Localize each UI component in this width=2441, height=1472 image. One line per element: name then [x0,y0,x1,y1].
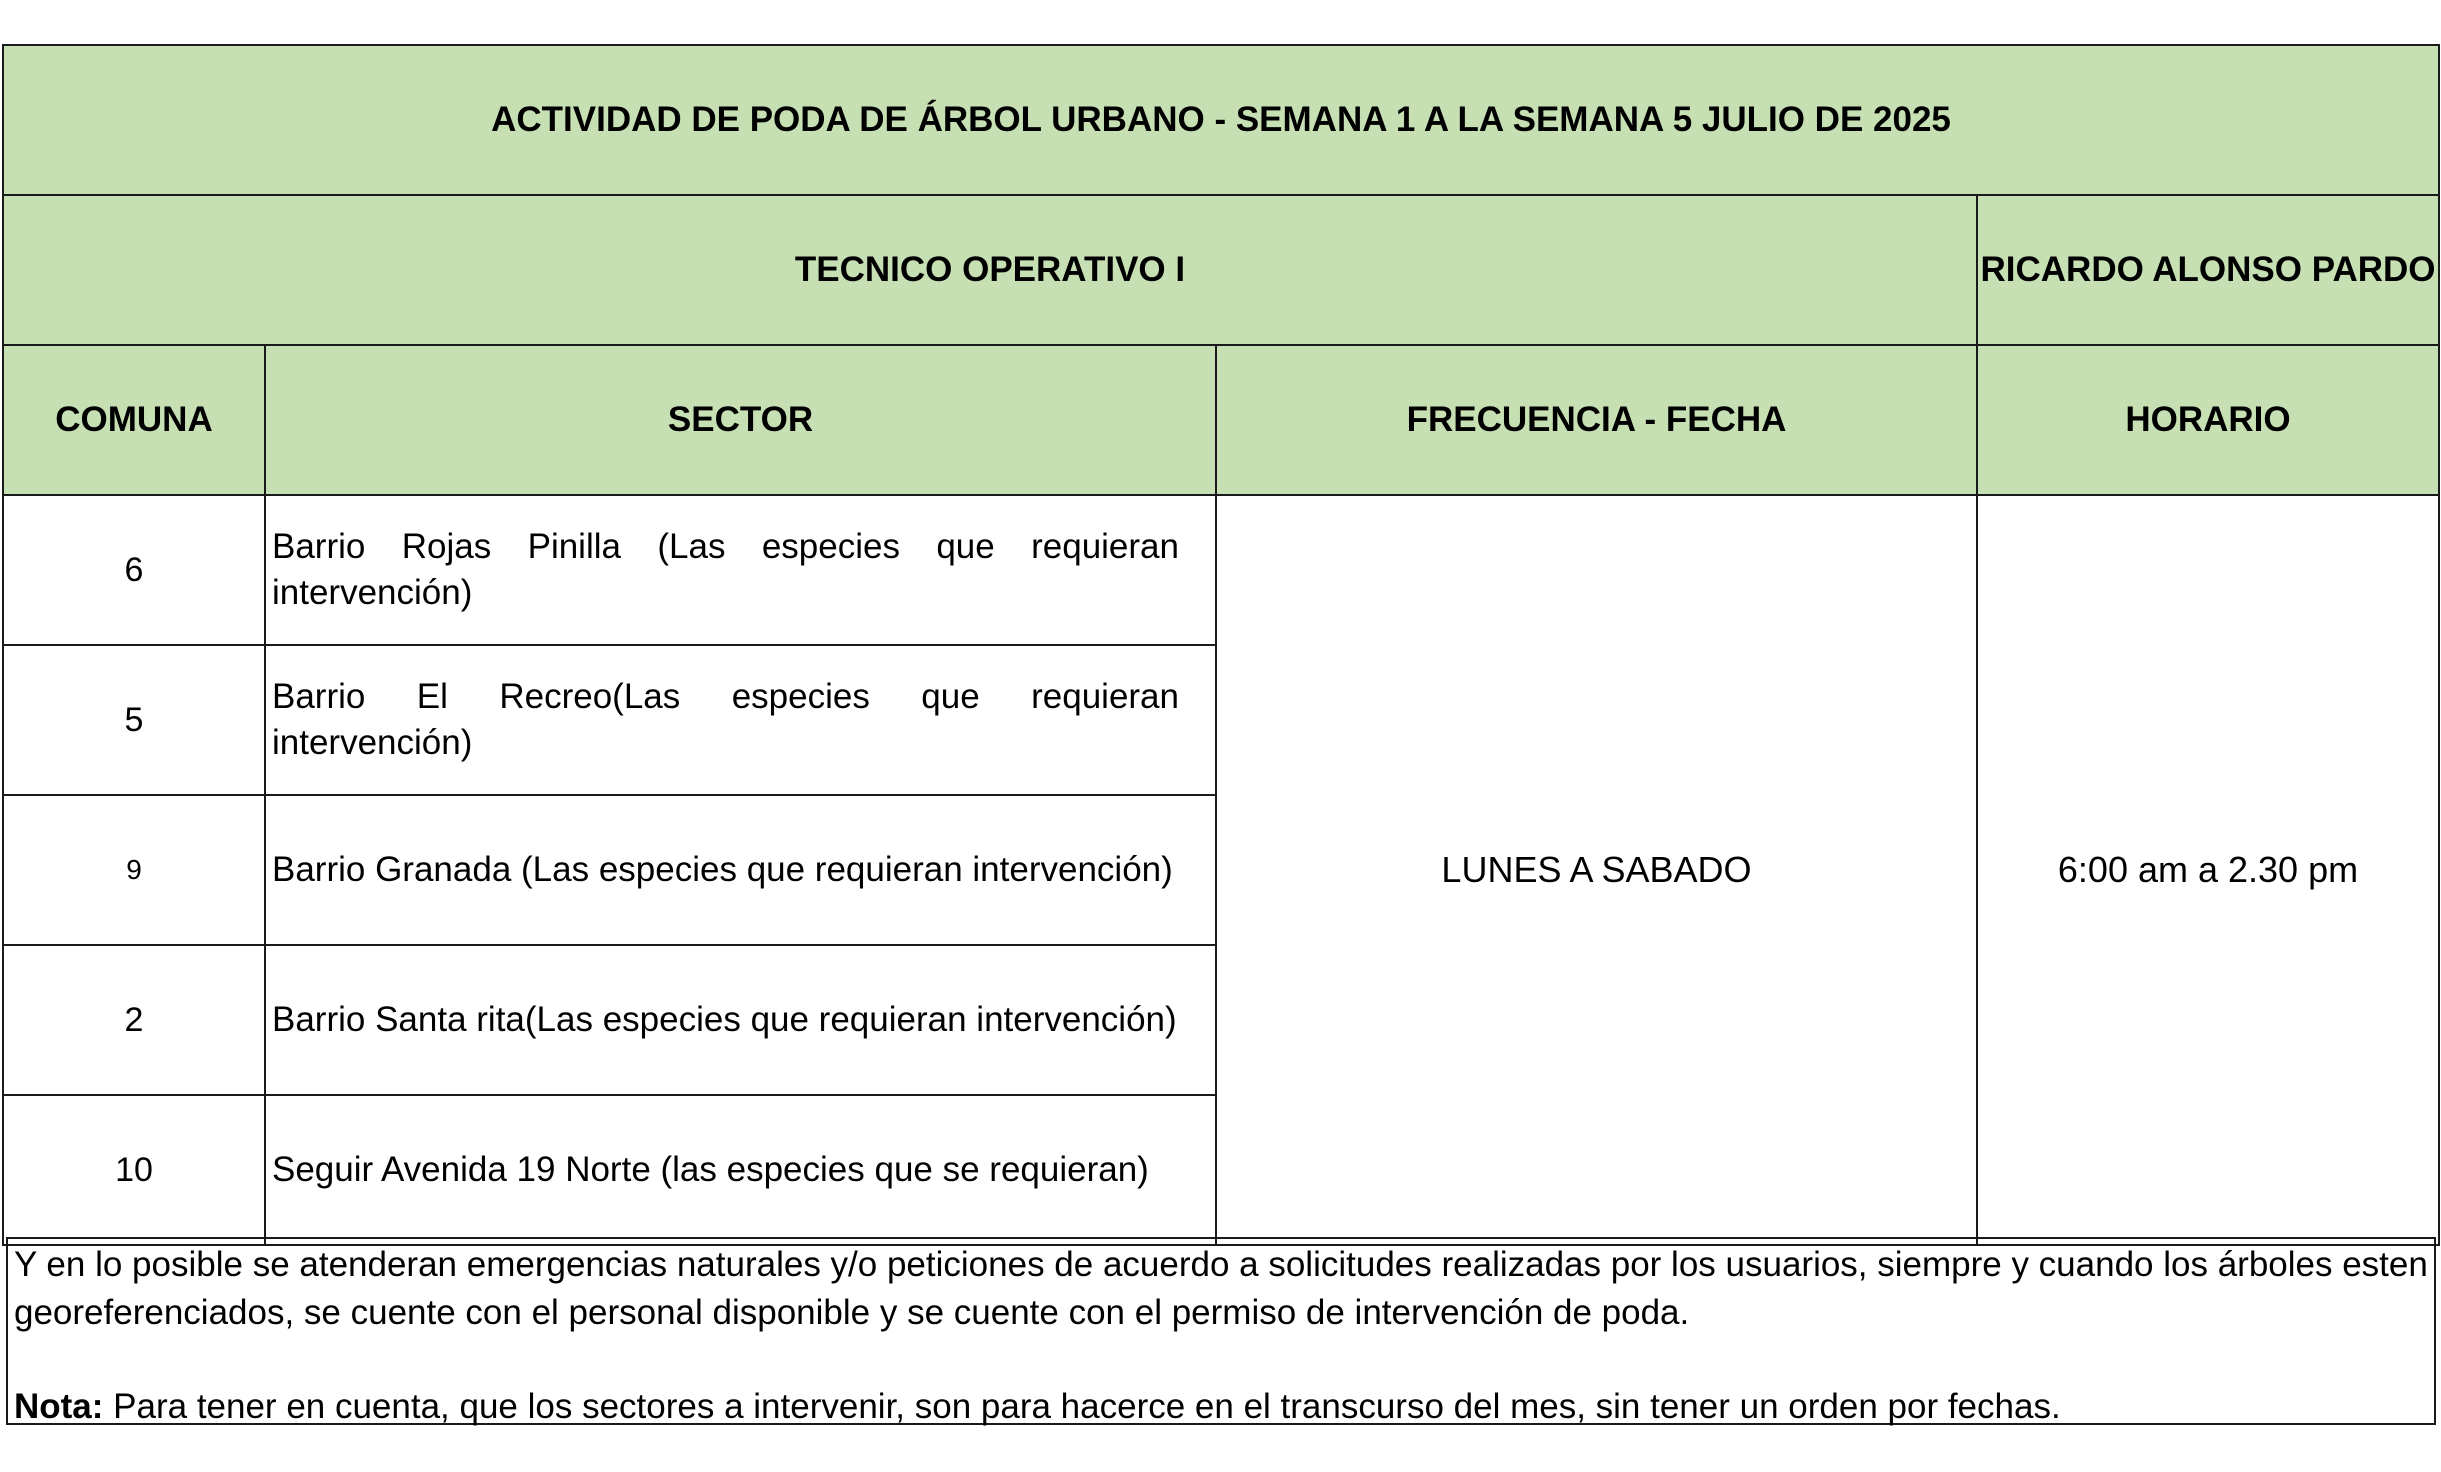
frecuencia-cell: LUNES A SABADO [1216,495,1977,1245]
schedule-table [2,44,2440,1246]
comuna-cell: 6 [3,495,265,645]
sector-cell: Barrio Rojas Pinilla (Las especies que requieran intervención) [265,495,1216,645]
header-horario: HORARIO [1977,345,2439,495]
header-frecuencia: FRECUENCIA - FECHA [1216,345,1977,495]
note-paragraph: Y en lo posible se atenderan emergencias naturales y/o peticiones de acuerdo a solicitudes realizadas por los usuarios, siempre y cuando los árboles esten georeferenciados, se cuente con el personal disponible y se cuente con el permiso de intervención de poda. [14,1245,2428,1332]
comuna-cell: 10 [3,1095,265,1245]
sector-cell: Barrio Santa rita(Las especies que requieran intervención) [265,945,1216,1095]
nota-text: Para tener en cuenta, que los sectores a intervenir, son para hacerce en el transcurso del mes, sin tener un orden por fechas. [103,1387,2061,1426]
sector-cell: Barrio El Recreo(Las especies que requieran intervención) [265,645,1216,795]
sector-cell: Seguir Avenida 19 Norte (las especies que se requieran) [265,1095,1216,1245]
notes-box [6,1237,2436,1425]
comuna-cell: 2 [3,945,265,1095]
comuna-cell: 5 [3,645,265,795]
horario-cell: 6:00 am a 2.30 pm [1977,495,2439,1245]
nota-paragraph [14,1383,2428,1431]
header-sector: SECTOR [265,345,1216,495]
table-title: ACTIVIDAD DE PODA DE ÁRBOL URBANO - SEMANA 1 A LA SEMANA 5 JULIO DE 2025 [3,45,2439,195]
role-heading: TECNICO OPERATIVO I [3,195,1977,345]
sector-cell: Barrio Granada (Las especies que requieran intervención) [265,795,1216,945]
table-row [3,495,2439,645]
comuna-cell: 9 [3,795,265,945]
nota-label: Nota: [14,1387,104,1426]
header-comuna: COMUNA [3,345,265,495]
person-name: RICARDO ALONSO PARDO [1977,195,2439,345]
